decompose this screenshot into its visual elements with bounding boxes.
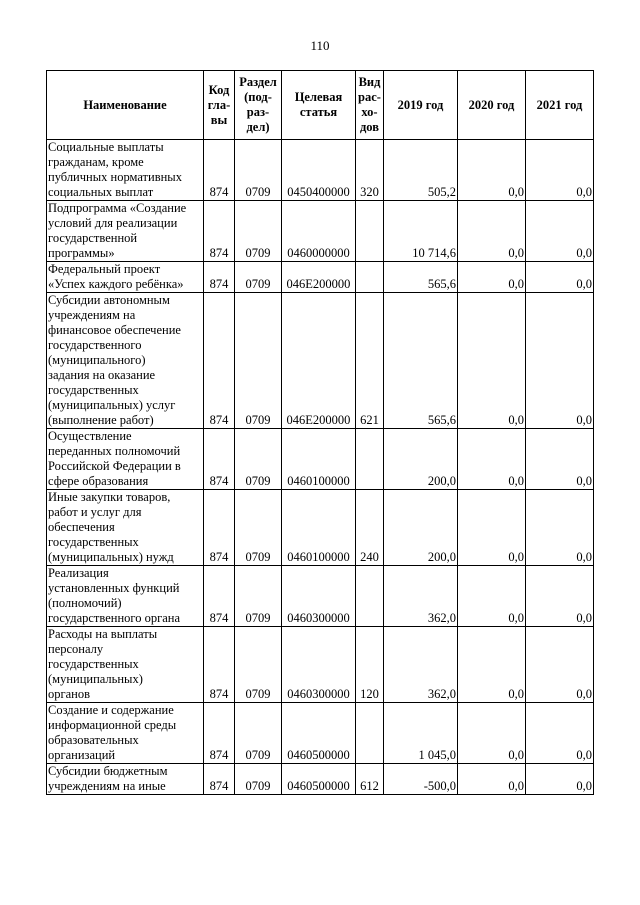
cell-2019: 505,2: [384, 140, 458, 201]
cell-2020: 0,0: [458, 140, 526, 201]
cell-vid: 120: [356, 627, 384, 703]
cell-2021: 0,0: [526, 140, 594, 201]
cell-vid: [356, 429, 384, 490]
cell-statya: 0450400000: [282, 140, 356, 201]
cell-2021: 0,0: [526, 262, 594, 293]
cell-2019: 1 045,0: [384, 703, 458, 764]
cell-kod: 874: [204, 566, 235, 627]
cell-vid: 320: [356, 140, 384, 201]
cell-kod: 874: [204, 140, 235, 201]
cell-razdel: 0709: [235, 293, 282, 429]
cell-2020: 0,0: [458, 201, 526, 262]
cell-statya: 0460500000: [282, 764, 356, 795]
cell-2021: 0,0: [526, 764, 594, 795]
cell-vid: 240: [356, 490, 384, 566]
cell-2019: 200,0: [384, 490, 458, 566]
cell-vid: [356, 566, 384, 627]
table-row: [47, 764, 594, 795]
cell-razdel: 0709: [235, 262, 282, 293]
cell-kod: 874: [204, 703, 235, 764]
header-name: Наименование: [47, 71, 204, 140]
header-vid: Вид рас- хо- дов: [356, 71, 384, 140]
cell-razdel: 0709: [235, 490, 282, 566]
cell-2021: 0,0: [526, 201, 594, 262]
header-statya: Целевая статья: [282, 71, 356, 140]
table-row: [47, 703, 594, 764]
cell-kod: 874: [204, 201, 235, 262]
cell-name: Расходы на выплаты персоналу государственных (муниципальных) органов: [47, 627, 204, 703]
table-row: [47, 490, 594, 566]
cell-2019: 200,0: [384, 429, 458, 490]
header-row: [47, 71, 594, 140]
cell-2019: -500,0: [384, 764, 458, 795]
cell-name: Иные закупки товаров, работ и услуг для обеспечения государственных (муниципальных) нужд: [47, 490, 204, 566]
header-kod: Код гла- вы: [204, 71, 235, 140]
cell-name: Реализация установленных функций (полномочий) государственного органа: [47, 566, 204, 627]
cell-razdel: 0709: [235, 429, 282, 490]
cell-2019: 10 714,6: [384, 201, 458, 262]
table-row: [47, 201, 594, 262]
cell-2020: 0,0: [458, 429, 526, 490]
table-row: [47, 262, 594, 293]
cell-statya: 046E200000: [282, 293, 356, 429]
cell-2019: 362,0: [384, 627, 458, 703]
cell-2020: 0,0: [458, 293, 526, 429]
cell-2019: 565,6: [384, 293, 458, 429]
table-row: [47, 627, 594, 703]
cell-vid: 621: [356, 293, 384, 429]
budget-table: [46, 70, 594, 795]
cell-statya: 0460300000: [282, 566, 356, 627]
cell-statya: 0460500000: [282, 703, 356, 764]
cell-razdel: 0709: [235, 566, 282, 627]
page-number: 110: [310, 38, 330, 53]
cell-2019: 362,0: [384, 566, 458, 627]
cell-kod: 874: [204, 429, 235, 490]
cell-razdel: 0709: [235, 140, 282, 201]
cell-razdel: 0709: [235, 764, 282, 795]
cell-name: Подпрограмма «Создание условий для реализации государственной программы»: [47, 201, 204, 262]
cell-2021: 0,0: [526, 566, 594, 627]
cell-2020: 0,0: [458, 490, 526, 566]
cell-statya: 0460100000: [282, 490, 356, 566]
cell-2021: 0,0: [526, 627, 594, 703]
cell-name: Субсидии бюджетным учреждениям на иные: [47, 764, 204, 795]
cell-name: Субсидии автономным учреждениям на финансовое обеспечение государственного (муниципального) задания на оказание государственных (муниципальных) услуг (выполнение работ): [47, 293, 204, 429]
table-row: [47, 293, 594, 429]
cell-kod: 874: [204, 764, 235, 795]
cell-vid: [356, 262, 384, 293]
cell-vid: [356, 703, 384, 764]
cell-2021: 0,0: [526, 293, 594, 429]
cell-statya: 046E200000: [282, 262, 356, 293]
cell-kod: 874: [204, 490, 235, 566]
cell-2020: 0,0: [458, 566, 526, 627]
cell-2020: 0,0: [458, 764, 526, 795]
cell-2020: 0,0: [458, 627, 526, 703]
cell-kod: 874: [204, 627, 235, 703]
cell-2020: 0,0: [458, 703, 526, 764]
header-2021: 2021 год: [526, 71, 594, 140]
cell-name: Федеральный проект «Успех каждого ребёнка»: [47, 262, 204, 293]
header-2020: 2020 год: [458, 71, 526, 140]
cell-2021: 0,0: [526, 429, 594, 490]
cell-razdel: 0709: [235, 703, 282, 764]
cell-kod: 874: [204, 293, 235, 429]
cell-2021: 0,0: [526, 703, 594, 764]
cell-kod: 874: [204, 262, 235, 293]
cell-name: Социальные выплаты гражданам, кроме публичных нормативных социальных выплат: [47, 140, 204, 201]
cell-statya: 0460300000: [282, 627, 356, 703]
cell-statya: 0460000000: [282, 201, 356, 262]
cell-name: Осуществление переданных полномочий Российской Федерации в сфере образования: [47, 429, 204, 490]
cell-2020: 0,0: [458, 262, 526, 293]
header-2019: 2019 год: [384, 71, 458, 140]
table-row: [47, 566, 594, 627]
header-razdel: Раздел (под- раз- дел): [235, 71, 282, 140]
cell-statya: 0460100000: [282, 429, 356, 490]
cell-razdel: 0709: [235, 201, 282, 262]
cell-vid: 612: [356, 764, 384, 795]
table-row: [47, 140, 594, 201]
cell-2019: 565,6: [384, 262, 458, 293]
cell-razdel: 0709: [235, 627, 282, 703]
table-row: [47, 429, 594, 490]
cell-name: Создание и содержание информационной среды образовательных организаций: [47, 703, 204, 764]
cell-vid: [356, 201, 384, 262]
cell-2021: 0,0: [526, 490, 594, 566]
